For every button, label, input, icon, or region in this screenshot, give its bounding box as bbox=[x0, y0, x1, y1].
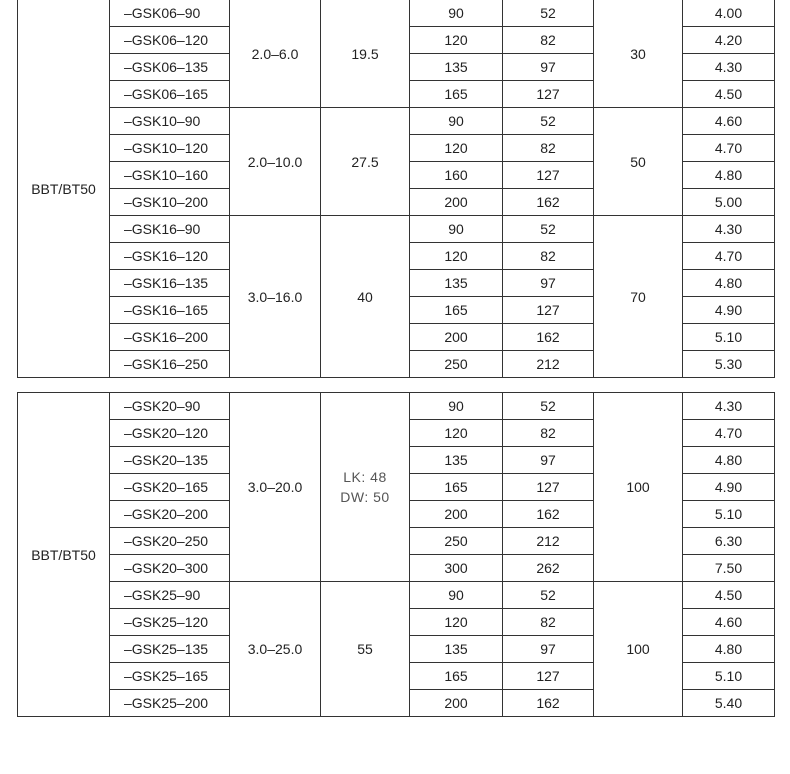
reach-cell: 162 bbox=[503, 690, 594, 717]
length-cell: 90 bbox=[410, 0, 503, 27]
model-cell: –GSK25–90 bbox=[110, 582, 230, 609]
length-cell: 90 bbox=[410, 108, 503, 135]
reach-cell: 52 bbox=[503, 0, 594, 27]
group-value-cell: 50 bbox=[594, 108, 683, 216]
length-cell: 300 bbox=[410, 555, 503, 582]
length-cell: 120 bbox=[410, 243, 503, 270]
reach-cell: 82 bbox=[503, 420, 594, 447]
lk-value: LK: 48 bbox=[343, 469, 387, 485]
reach-cell: 212 bbox=[503, 528, 594, 555]
reach-cell: 82 bbox=[503, 27, 594, 54]
length-cell: 250 bbox=[410, 351, 503, 378]
length-cell: 165 bbox=[410, 474, 503, 501]
spec-table-bottom bbox=[17, 392, 775, 717]
reach-cell: 127 bbox=[503, 297, 594, 324]
model-cell: –GSK16–165 bbox=[110, 297, 230, 324]
reach-cell: 52 bbox=[503, 216, 594, 243]
model-cell: –GSK20–90 bbox=[110, 393, 230, 420]
dw-value: DW: 50 bbox=[340, 489, 390, 505]
weight-cell: 4.30 bbox=[683, 393, 775, 420]
model-cell: –GSK10–90 bbox=[110, 108, 230, 135]
weight-cell: 4.30 bbox=[683, 216, 775, 243]
length-cell: 135 bbox=[410, 270, 503, 297]
model-cell: –GSK16–135 bbox=[110, 270, 230, 297]
weight-cell: 4.70 bbox=[683, 135, 775, 162]
model-cell: –GSK06–135 bbox=[110, 54, 230, 81]
reach-cell: 52 bbox=[503, 393, 594, 420]
length-cell: 120 bbox=[410, 420, 503, 447]
reach-cell: 127 bbox=[503, 162, 594, 189]
model-cell: –GSK06–120 bbox=[110, 27, 230, 54]
model-cell: –GSK10–200 bbox=[110, 189, 230, 216]
model-cell: –GSK10–160 bbox=[110, 162, 230, 189]
model-cell: –GSK20–165 bbox=[110, 474, 230, 501]
model-cell: –GSK20–250 bbox=[110, 528, 230, 555]
group-value-cell: 100 bbox=[594, 582, 683, 717]
reach-cell: 127 bbox=[503, 81, 594, 108]
diameter-cell: 40 bbox=[321, 216, 410, 378]
model-cell: –GSK06–165 bbox=[110, 81, 230, 108]
table-row bbox=[18, 393, 775, 420]
length-cell: 135 bbox=[410, 447, 503, 474]
weight-cell: 4.70 bbox=[683, 243, 775, 270]
reach-cell: 97 bbox=[503, 636, 594, 663]
spec-table-top bbox=[17, 0, 775, 378]
weight-cell: 4.60 bbox=[683, 108, 775, 135]
length-cell: 120 bbox=[410, 609, 503, 636]
weight-cell: 4.30 bbox=[683, 54, 775, 81]
weight-cell: 4.90 bbox=[683, 474, 775, 501]
weight-cell: 4.20 bbox=[683, 27, 775, 54]
weight-cell: 5.10 bbox=[683, 501, 775, 528]
weight-cell: 4.50 bbox=[683, 582, 775, 609]
model-cell: –GSK16–120 bbox=[110, 243, 230, 270]
length-cell: 165 bbox=[410, 297, 503, 324]
length-cell: 135 bbox=[410, 54, 503, 81]
weight-cell: 5.30 bbox=[683, 351, 775, 378]
weight-cell: 5.00 bbox=[683, 189, 775, 216]
model-cell: –GSK25–135 bbox=[110, 636, 230, 663]
table-row bbox=[18, 582, 775, 609]
length-cell: 90 bbox=[410, 216, 503, 243]
length-cell: 200 bbox=[410, 324, 503, 351]
reach-cell: 212 bbox=[503, 351, 594, 378]
length-cell: 200 bbox=[410, 189, 503, 216]
model-cell: –GSK06–90 bbox=[110, 0, 230, 27]
weight-cell: 4.60 bbox=[683, 609, 775, 636]
group-value-cell: 70 bbox=[594, 216, 683, 378]
weight-cell: 4.50 bbox=[683, 81, 775, 108]
length-cell: 165 bbox=[410, 663, 503, 690]
reach-cell: 262 bbox=[503, 555, 594, 582]
length-cell: 200 bbox=[410, 690, 503, 717]
model-cell: –GSK25–165 bbox=[110, 663, 230, 690]
reach-cell: 127 bbox=[503, 474, 594, 501]
diameter-cell: 55 bbox=[321, 582, 410, 717]
model-cell: –GSK20–200 bbox=[110, 501, 230, 528]
table-row bbox=[18, 0, 775, 27]
range-cell: 3.0–20.0 bbox=[230, 393, 321, 582]
model-cell: –GSK20–135 bbox=[110, 447, 230, 474]
range-cell: 3.0–25.0 bbox=[230, 582, 321, 717]
reach-cell: 82 bbox=[503, 135, 594, 162]
model-cell: –GSK20–300 bbox=[110, 555, 230, 582]
weight-cell: 5.10 bbox=[683, 663, 775, 690]
reach-cell: 162 bbox=[503, 189, 594, 216]
length-cell: 90 bbox=[410, 582, 503, 609]
table-row bbox=[18, 108, 775, 135]
model-cell: –GSK20–120 bbox=[110, 420, 230, 447]
reach-cell: 82 bbox=[503, 243, 594, 270]
reach-cell: 97 bbox=[503, 447, 594, 474]
weight-cell: 5.40 bbox=[683, 690, 775, 717]
weight-cell: 4.80 bbox=[683, 162, 775, 189]
length-cell: 120 bbox=[410, 135, 503, 162]
weight-cell: 4.90 bbox=[683, 297, 775, 324]
reach-cell: 97 bbox=[503, 270, 594, 297]
weight-cell: 4.80 bbox=[683, 447, 775, 474]
range-cell: 3.0–16.0 bbox=[230, 216, 321, 378]
shank-cell: BBT/BT50 bbox=[18, 0, 110, 378]
model-cell: –GSK16–200 bbox=[110, 324, 230, 351]
model-cell: –GSK25–120 bbox=[110, 609, 230, 636]
lk-dw-values bbox=[321, 467, 409, 507]
reach-cell: 52 bbox=[503, 108, 594, 135]
length-cell: 250 bbox=[410, 528, 503, 555]
weight-cell: 6.30 bbox=[683, 528, 775, 555]
weight-cell: 4.00 bbox=[683, 0, 775, 27]
range-cell: 2.0–6.0 bbox=[230, 0, 321, 108]
diameter-cell: 19.5 bbox=[321, 0, 410, 108]
reach-cell: 82 bbox=[503, 609, 594, 636]
length-cell: 90 bbox=[410, 393, 503, 420]
weight-cell: 4.80 bbox=[683, 270, 775, 297]
reach-cell: 52 bbox=[503, 582, 594, 609]
reach-cell: 162 bbox=[503, 324, 594, 351]
weight-cell: 4.70 bbox=[683, 420, 775, 447]
diameter-cell: 27.5 bbox=[321, 108, 410, 216]
weight-cell: 7.50 bbox=[683, 555, 775, 582]
range-cell: 2.0–10.0 bbox=[230, 108, 321, 216]
model-cell: –GSK16–250 bbox=[110, 351, 230, 378]
group-value-cell: 100 bbox=[594, 393, 683, 582]
length-cell: 165 bbox=[410, 81, 503, 108]
model-cell: –GSK10–120 bbox=[110, 135, 230, 162]
shank-cell: BBT/BT50 bbox=[18, 393, 110, 717]
reach-cell: 162 bbox=[503, 501, 594, 528]
reach-cell: 127 bbox=[503, 663, 594, 690]
reach-cell: 97 bbox=[503, 54, 594, 81]
group-value-cell: 30 bbox=[594, 0, 683, 108]
model-cell: –GSK16–90 bbox=[110, 216, 230, 243]
model-cell: –GSK25–200 bbox=[110, 690, 230, 717]
length-cell: 120 bbox=[410, 27, 503, 54]
weight-cell: 5.10 bbox=[683, 324, 775, 351]
length-cell: 135 bbox=[410, 636, 503, 663]
weight-cell: 4.80 bbox=[683, 636, 775, 663]
diameter-cell bbox=[321, 393, 410, 582]
length-cell: 160 bbox=[410, 162, 503, 189]
table-row bbox=[18, 216, 775, 243]
length-cell: 200 bbox=[410, 501, 503, 528]
